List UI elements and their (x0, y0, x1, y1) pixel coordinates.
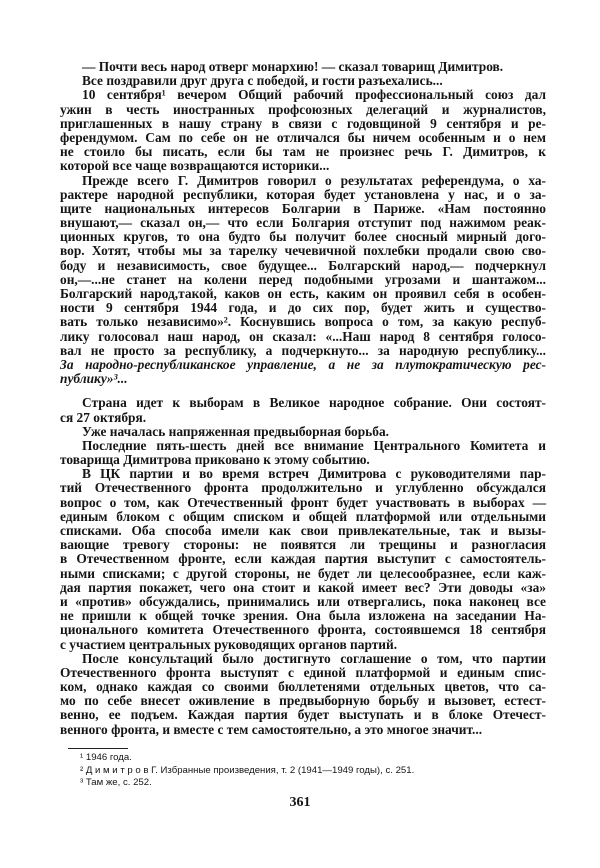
text-line: списками. Оба способа имели как свои привлекательные, так и вызы- (60, 523, 546, 538)
text-line: ности 9 сентября 1944 года, и до сих пор, будет жить и существо- (60, 300, 546, 316)
text-line: вал не просто за республику, а подчеркнуто... за народную республику... (60, 342, 546, 358)
paragraph (60, 174, 546, 387)
paragraph (60, 439, 546, 467)
text-line: За народно-республиканское управление, а не за плутократическую рес- (60, 356, 546, 372)
text-line: Последние пять-шесть дней все внимание Центрального Комитета и (82, 437, 546, 453)
footnote: ² Д и м и т р о в Г. Избранные произведения, т. 2 (1941—1949 годы), с. 251. (80, 764, 415, 776)
text-line: ционных кругов, то она будто бы получит более сносный мирный дого- (60, 229, 546, 245)
text-line: ными списками; с другой стороны, не будет ли целесообразнее, если каж- (60, 565, 546, 581)
paragraph (60, 88, 546, 173)
text-line: ционального комитета Отечественного фронта, состоявшемся 18 сентября (60, 622, 546, 638)
footnotes (80, 752, 414, 790)
paragraph (60, 467, 546, 651)
text-line: щите национальных интересов Болгарии в Париже. «Нам постоянно (60, 200, 546, 216)
text-line: Болгарский народ,такой, каков он есть, каким он проявил себя в особен- (60, 286, 546, 301)
text-line: Уже началась напряженная предвыборная борьба. (82, 423, 389, 439)
text-line: Отечественного фронта выступят с единой платформой и единым спис- (60, 664, 546, 680)
footnote: ¹ 1946 года. (80, 752, 132, 763)
text-line: Все поздравили друг друга с победой, и гости разъехались... (82, 73, 443, 89)
text-line: В ЦК партии и во время встреч Димитрова с руководителями пар- (82, 466, 546, 482)
text-line: После консультаций было достигнуто соглашение о том, что партии (82, 650, 546, 666)
text-line: не пришли к общей точке зрения. Она была изложена на заседании На- (60, 608, 546, 624)
text-line: с участием центральных руководящих органов партий. (60, 636, 398, 652)
text-line: венного фронта, и вместе с тем самостоятельно, а это многое значит... (60, 721, 483, 737)
text-line: вать только независимо»². Коснувшись вопроса о том, за какую респуб- (60, 314, 546, 330)
paragraph (60, 60, 546, 74)
text-line: дая партия покажет, чего она стоит и какой имеет вес? Эти доводы «за» (60, 579, 546, 595)
text-line: не стоило бы писать, если бы там не произнес речь Г. Димитров, к (60, 144, 546, 160)
text-line: ферендумом. Сам по себе он не отличался бы ничем особенным и о нем (60, 129, 546, 145)
text-line: мо по себе внесет оживление в предвыборную борьбу и вызовет, естест- (60, 693, 546, 709)
text-line: ужин в честь иностранных профсоюзных делегаций и журналистов, (60, 101, 546, 117)
text-line: ком, однако каждая со своими бюллетенями отдельных цветов, что са- (60, 679, 546, 695)
text-line: товарища Димитрова приковано к этому событию. (60, 452, 370, 468)
text-line: он,—...не станет на колени перед подобными угрозами и шантажом... (60, 271, 546, 287)
page-number: 361 (289, 795, 311, 810)
text-line: публику»³... (60, 371, 128, 387)
paragraph (60, 74, 546, 88)
body-text (60, 60, 546, 737)
text-line: вор. Хотят, чтобы мы за тарелку чечевичной похлебки продали свою сво- (60, 243, 546, 259)
text-line: 10 сентября¹ вечером Общий рабочий профессиональный союз дал (82, 87, 546, 103)
text-line: боду и независимость, свое будущее... Болгарский народ,— подчеркнул (60, 257, 546, 273)
text-line: вающие тревогу стороны: не появятся ли трещины и разногласия (60, 537, 546, 553)
text-line: которой все чаще возвращаются историки... (60, 158, 330, 174)
text-line: вопрос о том, как Отечественный фронт будет участвовать в выборах — (60, 494, 546, 510)
paragraph (60, 652, 546, 737)
footnote-divider (68, 748, 128, 749)
text-line: лику голосовал наш народ, он сказал: «...Наш народ 8 сентября голосо- (60, 328, 546, 344)
text-line: тий Отечественного фронта продолжительно и углубленно обсуждался (60, 480, 546, 496)
footnote: ³ Там же, с. 252. (80, 777, 152, 788)
text-line: рактере народной республики, которая будет установлена у нас, и о за- (60, 186, 546, 202)
paragraph (60, 396, 546, 424)
text-line: приглашенных в нашу страну в связи с годовщиной 9 сентября и ре- (60, 115, 546, 131)
text-line: единым блоком с общим списком и общей платформой или отдельными (60, 508, 546, 524)
text-line: внушают,— сказал он,— что если Болгария отступит под нажимом реак- (60, 215, 546, 231)
text-line: и «против» обсуждались, принимались или отвергались, пока наконец все (60, 593, 546, 609)
text-line: — Почти весь народ отверг монархию! — сказал товарищ Димитров. (82, 59, 504, 74)
text-line: ся 27 октября. (60, 409, 147, 425)
text-line: Страна идет к выборам в Великое народное собрание. Они состоят- (82, 395, 546, 411)
paragraph (60, 425, 546, 439)
text-line: венно, ее подъем. Каждая партия будет выступать и в блоке Отечест- (60, 707, 546, 723)
text-line: Прежде всего Г. Димитров говорил о результатах референдума, о ха- (82, 172, 546, 188)
text-line: в Отечественном фронте, если каждая партия выступит с самостоятель- (60, 551, 546, 567)
